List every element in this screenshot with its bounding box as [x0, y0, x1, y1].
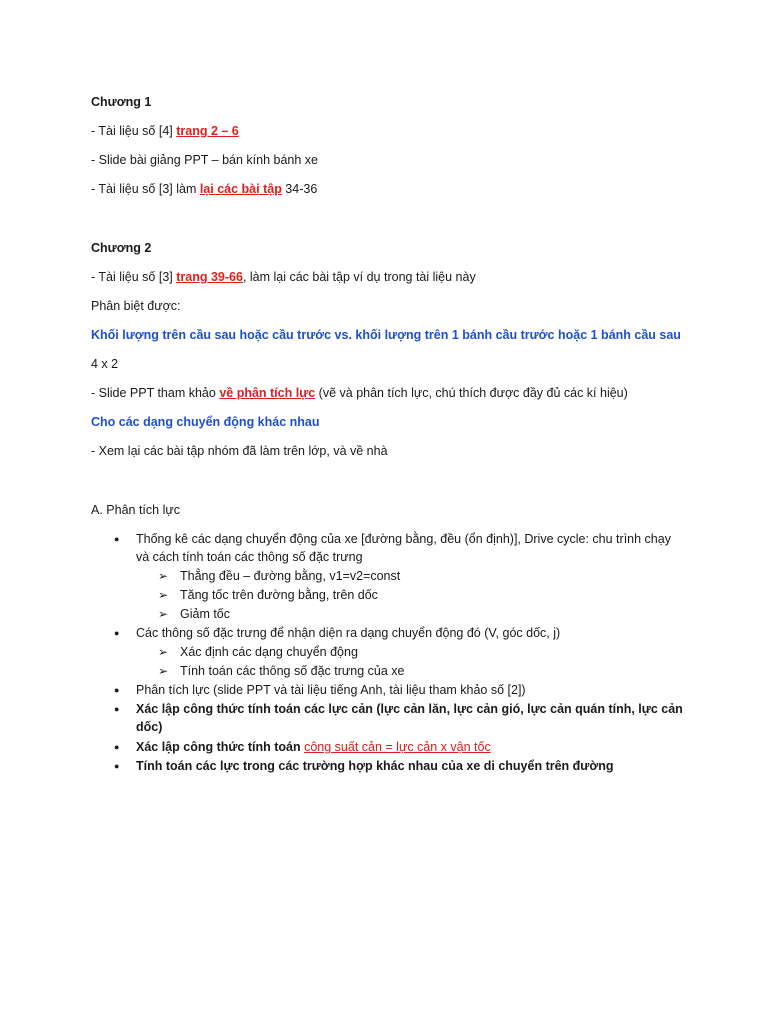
chapter-2-pages-highlight: trang 39-66 [176, 270, 243, 284]
chapter-1-line-2: - Slide bài giảng PPT – bán kính bánh xe [91, 153, 319, 167]
chapter-2-line-2: Phân biệt được: [91, 299, 181, 313]
section-a-item-1-sub-1: Thẳng đều – đường bằng, v1=v2=const [180, 569, 401, 583]
arrow-bullet-icon: ➢ [158, 588, 169, 602]
chapter-2-blue-line-2: Cho các dạng chuyển động khác nhau [91, 415, 320, 429]
chapter-1-line-1-text: - Tài liệu số [4] [91, 124, 177, 138]
section-a-item-4-line-2: dốc) [136, 720, 163, 734]
section-a-item-4-line-1: Xác lập công thức tính toán các lực cản (lực cản lăn, lực cản gió, lực cản quán tính, lực cản [136, 702, 683, 716]
section-a-item-6: Tính toán các lực trong các trường hợp khác nhau của xe di chuyển trên đường [136, 759, 614, 773]
bullet-icon: ● [114, 704, 120, 714]
chapter-2-line-5 [91, 385, 628, 401]
bullet-icon: ● [114, 742, 120, 752]
section-a-item-1-sub-3: Giảm tốc [180, 607, 231, 621]
arrow-bullet-icon: ➢ [158, 645, 169, 659]
chapter-1-line-3-text: - Tài liệu số [3] làm [91, 182, 200, 196]
section-a-item-5-text: Xác lập công thức tính toán [136, 740, 305, 754]
chapter-2-line-1-text: - Tài liệu số [3] [91, 270, 177, 284]
chapter-1-line-3-tail: 34-36 [281, 182, 318, 196]
chapter-2-line-5-tail: (vẽ và phân tích lực, chú thích được đầy đủ các kí hiệu) [315, 386, 628, 400]
arrow-bullet-icon: ➢ [158, 664, 169, 678]
chapter-2-line-4: 4 x 2 [91, 357, 119, 371]
section-a-item-2-sub-2: Tính toán các thông số đặc trưng của xe [180, 664, 405, 678]
chapter-2-heading: Chương 2 [91, 241, 152, 255]
chapter-2-line-1-tail: , làm lại các bài tập ví dụ trong tài liệu này [242, 270, 476, 284]
section-a-item-2: Các thông số đặc trưng để nhận diện ra dạng chuyển động đó (V, góc dốc, j) [136, 626, 561, 640]
resistance-power-formula-highlight: công suất cản = lực cản x vận tốc [304, 740, 491, 754]
bullet-icon: ● [114, 628, 120, 638]
section-a-item-1-line-1: Thống kê các dạng chuyển động của xe [đường bằng, đều (ổn định)], Drive cycle: chu trình chạy [136, 532, 671, 546]
chapter-1-pages-highlight: trang 2 – 6 [176, 124, 239, 138]
chapter-2-line-7: - Xem lại các bài tập nhóm đã làm trên lớp, và về nhà [91, 444, 388, 458]
arrow-bullet-icon: ➢ [158, 607, 169, 621]
section-a-heading: A. Phân tích lực [91, 503, 180, 517]
chapter-1-exercises-highlight: lại các bài tập [199, 182, 282, 196]
section-a-item-1-sub-2: Tăng tốc trên đường bằng, trên dốc [180, 588, 378, 602]
chapter-2-force-analysis-highlight: về phân tích lực [219, 386, 316, 400]
section-a-item-1-line-2: và cách tính toán các thông số đặc trưng [136, 550, 363, 564]
chapter-1-heading: Chương 1 [91, 95, 152, 109]
bullet-icon: ● [114, 534, 120, 544]
section-a-item-3: Phân tích lực (slide PPT và tài liệu tiếng Anh, tài liệu tham khảo số [2]) [136, 683, 526, 697]
arrow-bullet-icon: ➢ [158, 569, 169, 583]
section-a-item-5 [136, 739, 491, 755]
section-a-item-2-sub-1: Xác định các dạng chuyển động [180, 645, 358, 659]
chapter-1-line-3 [91, 181, 317, 197]
chapter-1-line-1 [91, 123, 239, 139]
chapter-2-blue-line-1: Khối lượng trên cầu sau hoặc cầu trước vs. khối lượng trên 1 bánh cầu trước hoặc 1 bánh cầu sau [91, 328, 681, 342]
chapter-2-line-1 [91, 269, 476, 285]
bullet-icon: ● [114, 685, 120, 695]
bullet-icon: ● [114, 761, 120, 771]
chapter-2-line-5-text: - Slide PPT tham khảo [91, 386, 220, 400]
